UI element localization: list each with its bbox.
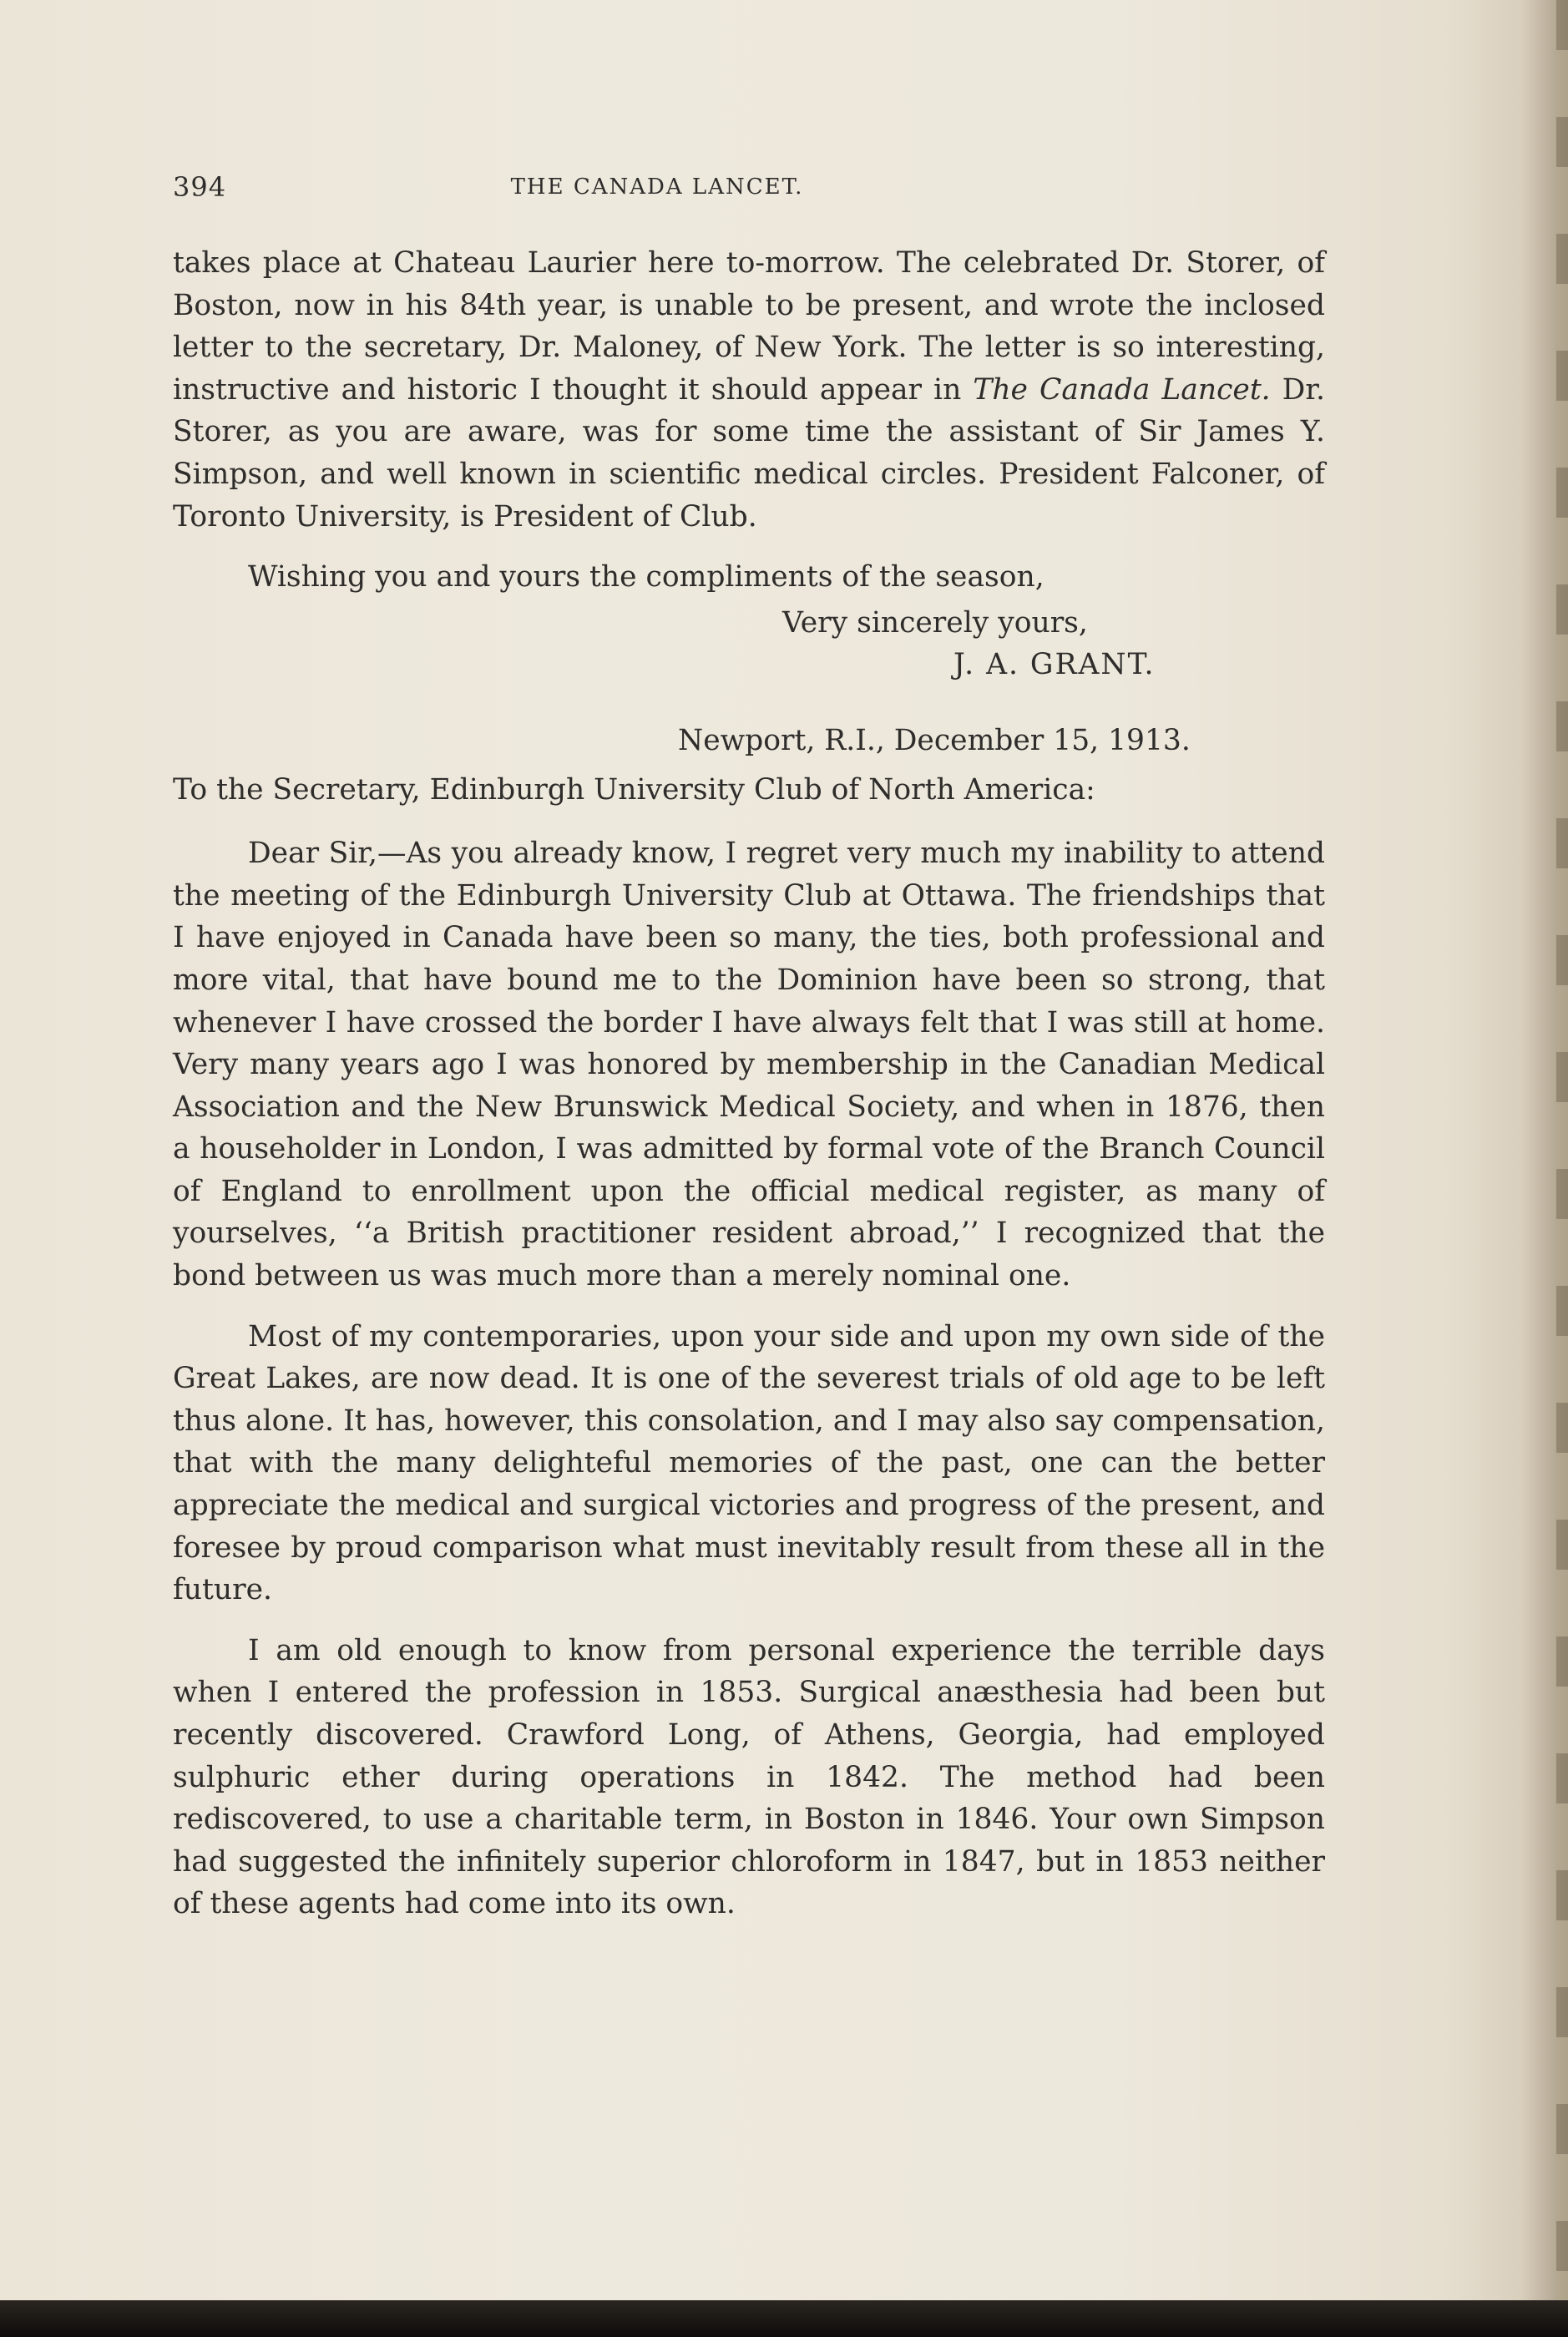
letter1-paragraph1-after: Dr. Storer, as you are aware, was for some time the assistant of Sir James Y. Simpson, and well known in scientific medical circles. President Falconer, of Toronto University, is President of Club. bbox=[173, 372, 1325, 534]
letter2-dateline: Newport, R.I., December 15, 1913. bbox=[678, 723, 1191, 757]
letter1-paragraph2: Wishing you and yours the compliments of the season, bbox=[248, 560, 1044, 594]
scan-bottom-edge bbox=[0, 2300, 1568, 2337]
letter1-paragraph1-before: takes place at Chateau Laurier here to-morrow. The celebrated Dr. Storer, of Boston, now in his 84th year, is unable to be present, and wrote the inclosed letter to the secretary, Dr. Maloney, of New York. The letter is so interesting, instructive and historic I thought it should appear in bbox=[173, 246, 1325, 407]
journal-title: THE CANADA LANCET. bbox=[510, 175, 804, 200]
journal-name-italic: The Canada Lancet. bbox=[973, 372, 1271, 407]
page-edge-shadow bbox=[1556, 0, 1568, 2300]
letter1-closing: Very sincerely yours, bbox=[782, 605, 1088, 640]
letter2-paragraph1: Dear Sir,—As you already know, I regret very much my inability to attend the meeting of the Edinburgh University Club at Ottawa. The friendships that I have enjoyed in Canada have been so many, the ties, both professional and more vital, that have bound me to the Dominion have been so strong, that whenever I have crossed the border I have always felt that I was still at home. Very many years ago I was honored by membership in the Canadian Medical Association and the New Brunswick Medical Society, and when in 1876, then a householder in London, I was admitted by formal vote of the Branch Council of England to enrollment upon the official medical register, as many of yourselves, ‘‘a British practitioner resident abroad,’’ I recognized that the bond between us was much more than a merely nominal one. bbox=[173, 837, 1325, 1293]
running-head bbox=[173, 171, 1325, 208]
letter2-addressee: To the Secretary, Edinburgh University Club of North America: bbox=[173, 772, 1095, 807]
body-text bbox=[173, 242, 1325, 1944]
letter2-paragraph3: I am old enough to know from personal experience the terrible days when I entered the profession in 1853. Surgical anæsthesia had been but recently discovered. Crawford Long, of Athens, Georgia, had employed sulphuric ether during operations in 1842. The method had been rediscovered, to use a charitable term, in Boston in 1846. Your own Simpson had suggested the infinitely superior chloroform in 1847, but in 1853 neither of these agents had come into its own. bbox=[173, 1633, 1325, 1921]
letter1-signature: J. A. GRANT. bbox=[953, 648, 1156, 682]
letter1-paragraph1 bbox=[173, 242, 1325, 538]
letter2-paragraph2: Most of my contemporaries, upon your side and upon my own side of the Great Lakes, are now dead. It is one of the severest trials of old age to be left thus alone. It has, however, this consolation, and I may also say compensation, that with the many delighteful memories of the past, one can the better appreciate the medical and surgical victories and progress of the present, and foresee by proud comparison what must inevitably result from these all in the future. bbox=[173, 1319, 1325, 1607]
page-number: 394 bbox=[173, 171, 227, 203]
